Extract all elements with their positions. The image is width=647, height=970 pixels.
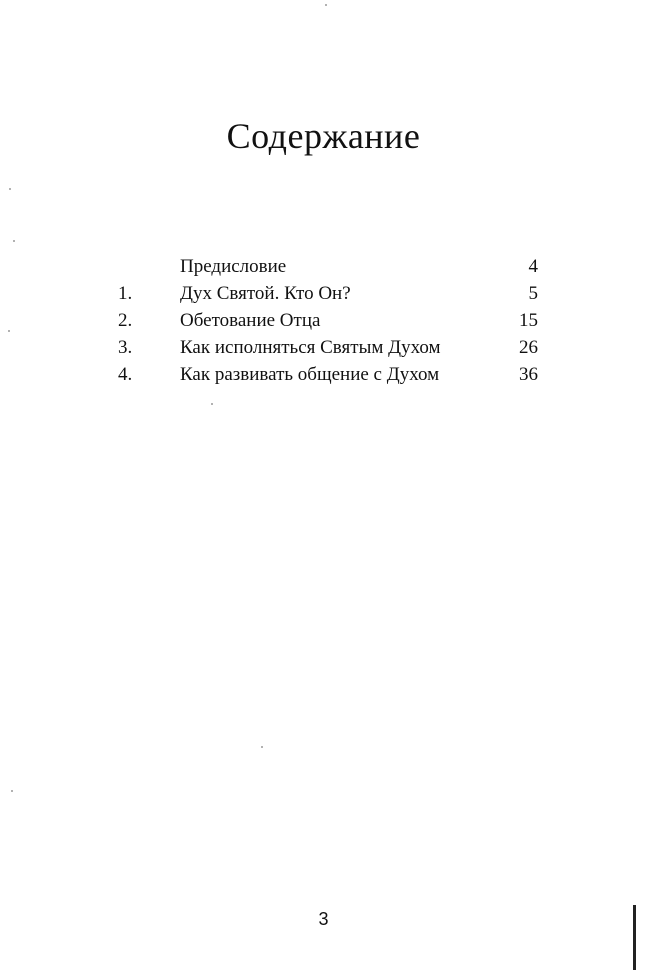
toc-entry-title: Предисловие: [180, 256, 287, 277]
toc-entry-page: 26: [519, 337, 538, 358]
page-title: Содержание: [226, 116, 421, 156]
page-number: 3: [318, 909, 329, 929]
toc-entry-number: 1.: [118, 283, 133, 304]
table-of-contents: [118, 253, 538, 388]
toc-entry-page: 5: [528, 283, 538, 304]
toc-entry: [118, 334, 538, 361]
scan-edge-shadow: [633, 905, 636, 970]
scan-speck: [13, 240, 15, 242]
scan-speck: [325, 4, 327, 6]
toc-entry: [118, 307, 538, 334]
toc-entry-title: Обетование Отца: [180, 310, 321, 331]
toc-entry-title: Как развивать общение с Духом: [180, 364, 440, 385]
scan-speck: [261, 746, 263, 748]
scan-speck: [11, 790, 13, 792]
toc-entry: [118, 361, 538, 388]
toc-entry: [118, 253, 538, 280]
toc-entry: [118, 280, 538, 307]
scan-speck: [211, 403, 213, 405]
scan-speck: [9, 188, 11, 190]
toc-entry-page: 36: [519, 364, 538, 385]
toc-entry-page: 15: [519, 310, 538, 331]
toc-entry-page: 4: [528, 256, 538, 277]
toc-entry-number: 3.: [118, 337, 133, 358]
scan-speck: [8, 330, 10, 332]
toc-entry-title: Дух Святой. Кто Он?: [180, 283, 351, 304]
toc-entry-title: Как исполняться Святым Духом: [180, 337, 441, 358]
toc-entry-number: 2.: [118, 310, 133, 331]
toc-entry-number: 4.: [118, 364, 133, 385]
